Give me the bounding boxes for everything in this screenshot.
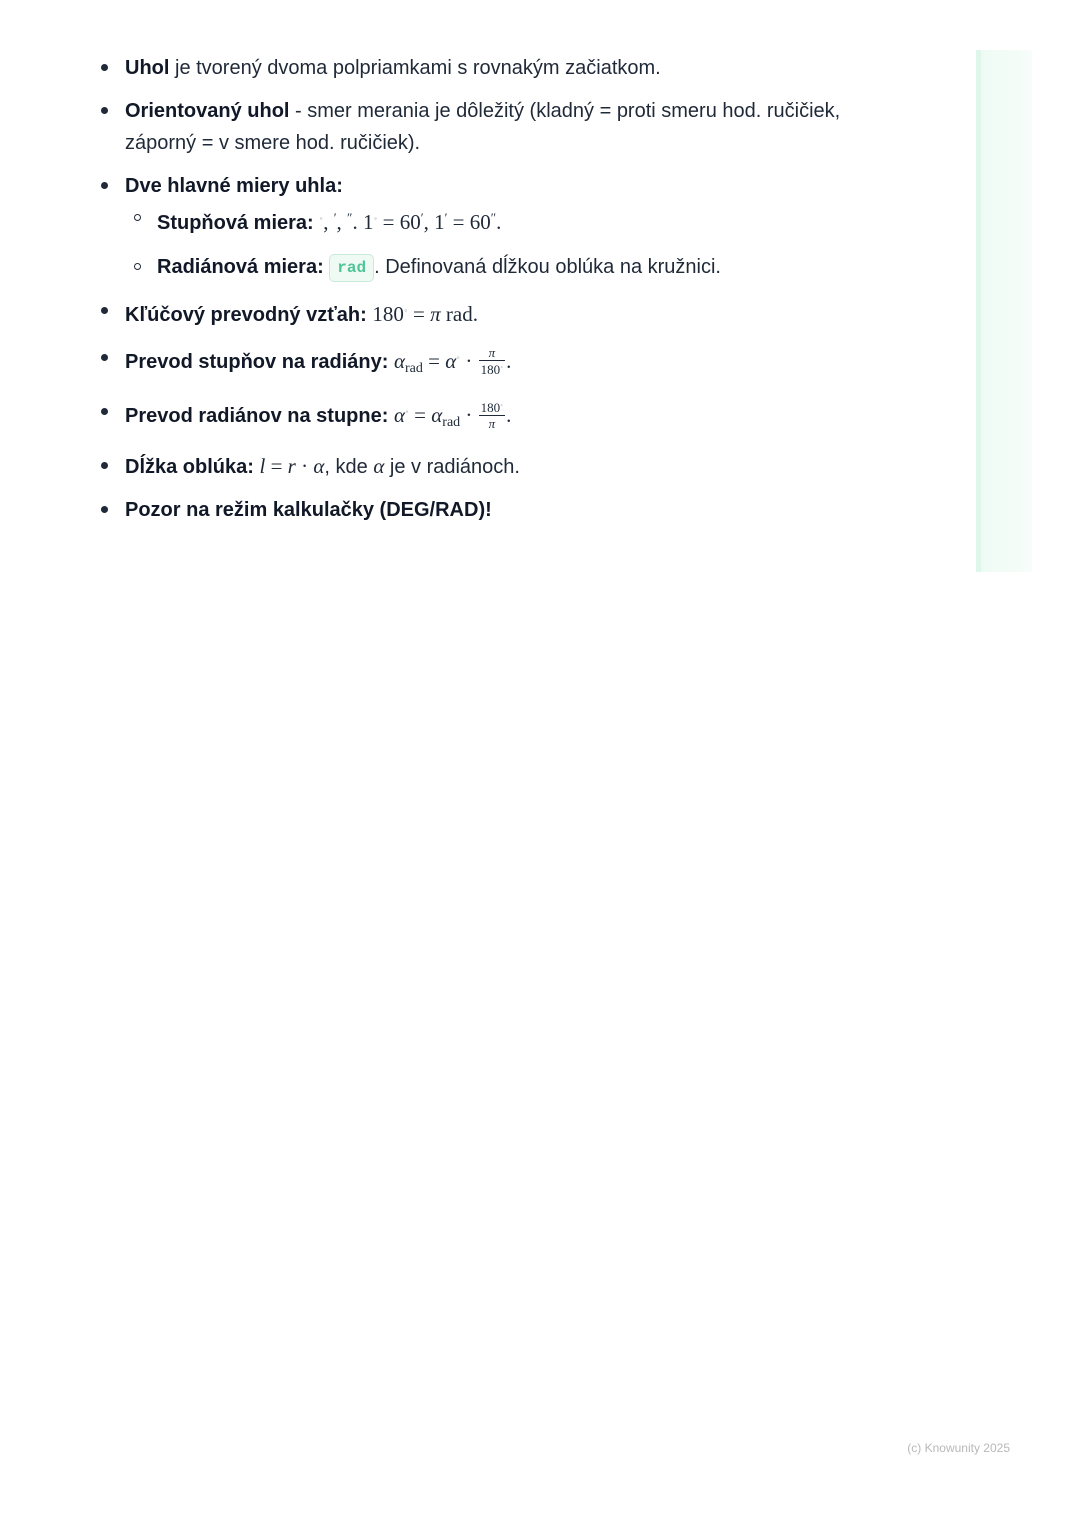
- list-item-pozor: [100, 494, 860, 526]
- code-rad: rad: [329, 254, 374, 282]
- list-item-dlzka-obluka: Dĺžka oblúka: l = r · α, kde α je v radiánoch.: [100, 450, 860, 483]
- text-radianova-miera: . Definovaná dĺžkou oblúka na kružnici.: [374, 256, 721, 278]
- term-dlzka-obluka: Dĺžka oblúka:: [125, 456, 254, 478]
- sub-item-stupnova-miera: [125, 202, 860, 239]
- text-uhol: je tvorený dvoma polpriamkami s rovnakým začiatkom.: [169, 57, 661, 79]
- term-uhol: Uhol: [125, 57, 170, 79]
- notes-content: [100, 52, 860, 537]
- sub-list-miery: [125, 202, 860, 283]
- term-stupnova-miera: Stupňová miera:: [157, 212, 314, 234]
- fraction-180-over-pi: $\frac{180^\circ}{\pi}$: [480, 400, 504, 432]
- fraction-pi-over-180: $\frac{\pi}{180^\circ}$: [480, 345, 504, 378]
- term-radiany-na-stupne: Prevod radiánov na stupne:: [125, 405, 389, 427]
- copyright-footer: (c) Knowunity 2025: [907, 1441, 1010, 1455]
- sub-item-radianova-miera: [125, 251, 860, 283]
- term-radianova-miera: Radiánová miera:: [157, 256, 324, 278]
- formula-stupne-na-radiany: αrad = α∘ · $\frac{\pi}{180^\circ}$ .: [393, 345, 512, 378]
- formula-dlzka-obluka: l = r · α: [259, 454, 325, 478]
- term-prevodny-vztah: Kľúčový prevodný vzťah:: [125, 304, 367, 326]
- formula-stupnova: ∘, ′, ″. 1∘ = 60′, 1′ = 60″.: [319, 210, 502, 234]
- list-item-stupne-na-radiany: [100, 342, 860, 385]
- term-miery-uhla: Dve hlavné miery uhla:: [125, 175, 343, 197]
- term-orientovany-uhol: Orientovaný uhol: [125, 100, 290, 122]
- list-item-radiany-na-stupne: [100, 396, 860, 439]
- formula-radiany-na-stupne: α∘ = αrad · $\frac{180^\circ}{\pi}$ .: [393, 400, 512, 432]
- formula-prevodny-vztah: 180∘ = π rad.: [372, 302, 478, 326]
- sidebar-accent: [976, 50, 1032, 572]
- text-orientovany-uhol: - smer merania je dôležitý (kladný = proti smeru hod. ručičiek, záporný = v smere hod. ručičiek).: [125, 100, 841, 154]
- list-item-miery-uhla: [100, 170, 860, 283]
- list-item-prevodny-vztah: [100, 295, 860, 331]
- notes-list: [100, 52, 860, 526]
- term-stupne-na-radiany: Prevod stupňov na radiány:: [125, 351, 389, 373]
- warning-kalkulacka: Pozor na režim kalkulačky (DEG/RAD)!: [125, 499, 492, 521]
- list-item-uhol: [100, 52, 860, 84]
- list-item-orientovany-uhol: [100, 95, 860, 159]
